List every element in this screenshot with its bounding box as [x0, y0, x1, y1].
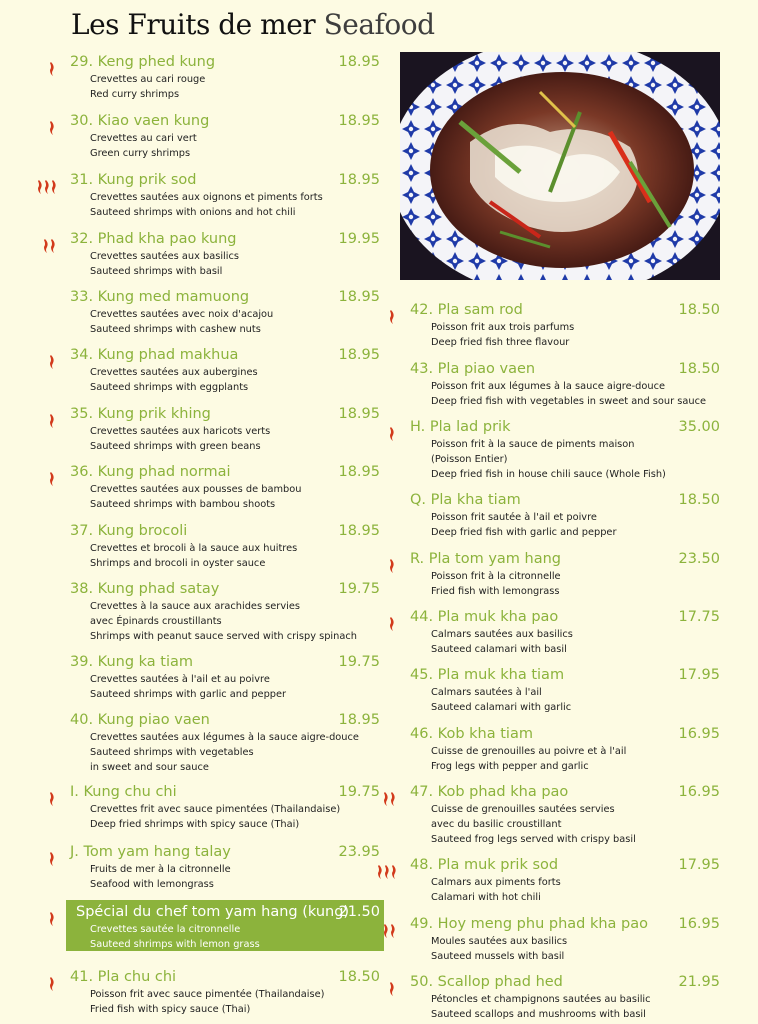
- item-title: [70, 54, 215, 70]
- description-fr: Poisson frit sautée à l'ail et poivre: [431, 512, 597, 523]
- description-en: Green curry shrimps: [90, 148, 191, 159]
- item-title: [70, 113, 209, 129]
- chili-pepper-icon: [392, 865, 398, 879]
- item-price: 18.95: [338, 289, 380, 305]
- item-number: 36.: [70, 464, 94, 480]
- heat-indicator: [384, 792, 397, 806]
- item-number: 39.: [70, 654, 94, 670]
- description-en: Deep fried fish three flavour: [431, 337, 570, 348]
- item-description: [90, 249, 239, 279]
- item-price: 17.95: [678, 857, 720, 873]
- item-price: 35.00: [678, 419, 720, 435]
- item-name: Kung ka tiam: [97, 654, 194, 670]
- chili-pepper-icon: [390, 617, 396, 631]
- description-en: Sauteed calamari with garlic: [431, 702, 572, 713]
- item-number: 38.: [70, 581, 94, 597]
- item-description: [90, 541, 297, 571]
- item-name: Pla piao vaen: [437, 361, 536, 377]
- chili-pepper-icon: [385, 865, 391, 879]
- item-title: [70, 231, 237, 247]
- heat-indicator: [390, 982, 396, 996]
- item-name: Kung piao vaen: [97, 712, 210, 728]
- description-fr: avec du basilic croustillant: [431, 819, 562, 830]
- heat-indicator: [50, 912, 56, 926]
- item-name: Kung prik khing: [97, 406, 211, 422]
- chili-pepper-icon: [378, 865, 384, 879]
- item-number: 50.: [410, 974, 434, 990]
- description-fr: Crevettes sautées avec noix d'acajou: [90, 309, 274, 320]
- item-description: [431, 992, 651, 1022]
- title-fr: Les Fruits de mer: [71, 8, 316, 41]
- item-price: 19.75: [338, 654, 380, 670]
- item-price: 23.95: [338, 844, 380, 860]
- item-number: 41.: [70, 969, 94, 985]
- description-fr: Crevettes et brocoli à la sauce aux huitres: [90, 543, 298, 554]
- item-title: [410, 361, 535, 377]
- description-en: Shrimps and brocoli in oyster sauce: [90, 558, 266, 569]
- description-en: Sauteed shrimps with eggplants: [90, 382, 249, 393]
- description-en: Deep fried fish with vegetables in sweet and sour sauce: [431, 396, 706, 407]
- item-name: Kung prik sod: [97, 172, 197, 188]
- item-description: [431, 627, 573, 657]
- item-description: [90, 730, 359, 775]
- item-title: [70, 406, 211, 422]
- item-number: 49.: [410, 916, 434, 932]
- item-number: 33.: [70, 289, 94, 305]
- heat-indicator: [390, 427, 396, 441]
- item-name: Kung phad satay: [97, 581, 220, 597]
- item-number: 42.: [410, 302, 434, 318]
- item-description: [90, 190, 323, 220]
- item-number: 37.: [70, 523, 94, 539]
- description-en: Sauteed shrimps with lemon grass: [90, 939, 260, 950]
- description-fr: Poisson frit avec sauce pimentée (Thailandaise): [90, 989, 325, 1000]
- item-title: [70, 712, 210, 728]
- item-title: [410, 726, 533, 742]
- description-en: Sauteed shrimps with bambou shoots: [90, 499, 276, 510]
- item-title: [410, 551, 561, 567]
- chili-pepper-icon: [50, 414, 56, 428]
- heat-indicator: [390, 559, 396, 573]
- item-price: 17.95: [678, 667, 720, 683]
- item-title: [410, 857, 558, 873]
- item-price: 18.95: [338, 172, 380, 188]
- description-en: Shrimps with peanut sauce served with crispy spinach: [90, 631, 357, 642]
- description-en: Sauteed calamari with basil: [431, 644, 567, 655]
- item-description: [431, 685, 571, 715]
- item-price: 18.95: [338, 54, 380, 70]
- item-number: R.: [410, 551, 425, 567]
- title-en: Seafood: [323, 8, 435, 41]
- description-fr: Crevettes sautées aux oignons et piments forts: [90, 192, 323, 203]
- heat-indicator: [38, 180, 58, 194]
- item-number: 45.: [410, 667, 434, 683]
- chili-pepper-icon: [391, 924, 397, 938]
- page-title: [71, 8, 435, 41]
- item-price: 18.95: [338, 406, 380, 422]
- description-en: Sauteed shrimps with garlic and pepper: [90, 689, 287, 700]
- description-en: Fried fish with spicy sauce (Thai): [90, 1004, 251, 1015]
- item-description: [90, 72, 205, 102]
- item-title: [70, 347, 238, 363]
- description-fr: Crevettes sautées aux pousses de bambou: [90, 484, 302, 495]
- chili-pepper-icon: [50, 472, 56, 486]
- item-price: 19.75: [338, 784, 380, 800]
- description-fr: Crevettes sautée la citronnelle: [90, 924, 241, 935]
- item-price: 18.50: [338, 969, 380, 985]
- item-name: Pla kha tiam: [430, 492, 521, 508]
- item-number: 43.: [410, 361, 434, 377]
- item-price: 18.95: [338, 712, 380, 728]
- chili-pepper-icon: [50, 852, 56, 866]
- description-fr: Crevettes sautées aux aubergines: [90, 367, 258, 378]
- item-name: Pla muk prik sod: [437, 857, 559, 873]
- chili-pepper-icon: [50, 912, 56, 926]
- item-name: Spécial du chef tom yam hang (kung): [76, 904, 350, 920]
- item-price: 18.95: [338, 113, 380, 129]
- item-number: Q.: [410, 492, 427, 508]
- item-title: [410, 667, 564, 683]
- chili-pepper-icon: [51, 239, 57, 253]
- description-en: Calamari with hot chili: [431, 892, 541, 903]
- item-number: 34.: [70, 347, 94, 363]
- item-number: H.: [410, 419, 426, 435]
- item-title: [410, 492, 521, 508]
- description-en: Fried fish with lemongrass: [431, 586, 560, 597]
- description-fr: Crevettes sautées à l'ail et au poivre: [90, 674, 270, 685]
- description-fr: (Poisson Entier): [431, 454, 508, 465]
- item-price: 18.50: [678, 492, 720, 508]
- heat-indicator: [50, 792, 56, 806]
- description-fr: Poisson frit à la sauce de piments maison: [431, 439, 635, 450]
- chili-pepper-icon: [50, 355, 56, 369]
- description-fr: Calmars sautées aux basilics: [431, 629, 573, 640]
- item-price: 16.95: [678, 916, 720, 932]
- item-name: Phad kha pao kung: [97, 231, 237, 247]
- item-number: 40.: [70, 712, 94, 728]
- chili-pepper-icon: [44, 239, 50, 253]
- item-name: Kob phad kha pao: [437, 784, 569, 800]
- description-fr: Crevettes à la sauce aux arachides servies: [90, 601, 300, 612]
- heat-indicator: [44, 239, 57, 253]
- description-en: Red curry shrimps: [90, 89, 180, 100]
- description-en: Sauteed shrimps with cashew nuts: [90, 324, 261, 335]
- item-price: 18.50: [678, 302, 720, 318]
- item-price: 17.75: [678, 609, 720, 625]
- item-number: 31.: [70, 172, 94, 188]
- item-description: [431, 875, 561, 905]
- item-name: Pla muk kha pao: [437, 609, 559, 625]
- description-en: Sauteed shrimps with vegetables: [90, 747, 254, 758]
- item-price: 23.50: [678, 551, 720, 567]
- heat-indicator: [50, 472, 56, 486]
- chili-pepper-icon: [50, 977, 56, 991]
- dish-photo: [400, 52, 720, 280]
- heat-indicator: [378, 865, 398, 879]
- description-fr: Poisson frit aux légumes à la sauce aigre-douce: [431, 381, 666, 392]
- heat-indicator: [50, 62, 56, 76]
- item-description: [90, 862, 231, 892]
- description-fr: Crevettes au cari vert: [90, 133, 197, 144]
- item-description: [431, 934, 567, 964]
- description-fr: Crevettes sautées aux basilics: [90, 251, 239, 262]
- description-en: Frog legs with pepper and garlic: [431, 761, 589, 772]
- description-fr: Cuisse de grenouilles au poivre et à l'ail: [431, 746, 627, 757]
- description-fr: Fruits de mer à la citronnelle: [90, 864, 231, 875]
- item-title: [70, 844, 231, 860]
- chili-pepper-icon: [384, 924, 390, 938]
- heat-indicator: [384, 924, 397, 938]
- item-name: Hoy meng phu phad kha pao: [437, 916, 649, 932]
- description-fr: avec Épinards croustillants: [90, 616, 222, 627]
- item-title: [70, 464, 231, 480]
- item-name: Kung chu chi: [83, 784, 177, 800]
- description-en: in sweet and sour sauce: [90, 762, 209, 773]
- chili-pepper-icon: [52, 180, 58, 194]
- item-name: Kob kha tiam: [437, 726, 533, 742]
- item-name: Pla lad prik: [429, 419, 511, 435]
- item-price: 21.95: [678, 974, 720, 990]
- item-number: 32.: [70, 231, 94, 247]
- description-fr: Cuisse de grenouilles sautées servies: [431, 804, 615, 815]
- description-en: Sauteed shrimps with basil: [90, 266, 223, 277]
- description-fr: Crevettes sautées aux légumes à la sauce aigre-douce: [90, 732, 359, 743]
- description-en: Deep fried fish with garlic and pepper: [431, 527, 617, 538]
- chili-pepper-icon: [50, 62, 56, 76]
- item-price: 19.95: [338, 231, 380, 247]
- item-price: 18.95: [338, 347, 380, 363]
- item-description: [90, 424, 270, 454]
- item-title: [70, 523, 187, 539]
- item-price: 16.95: [678, 726, 720, 742]
- item-price: 18.95: [338, 523, 380, 539]
- description-fr: Poisson frit aux trois parfums: [431, 322, 575, 333]
- description-fr: Moules sautées aux basilics: [431, 936, 568, 947]
- item-title: [410, 784, 568, 800]
- item-name: Scallop phad hed: [437, 974, 563, 990]
- item-title: [70, 654, 193, 670]
- chili-pepper-icon: [50, 792, 56, 806]
- heat-indicator: [50, 977, 56, 991]
- item-name: Kung brocoli: [97, 523, 188, 539]
- chili-pepper-icon: [390, 427, 396, 441]
- description-en: Deep fried shrimps with spicy sauce (Thai): [90, 819, 300, 830]
- description-en: Deep fried fish in house chili sauce (Whole Fish): [431, 469, 666, 480]
- description-en: Sauteed shrimps with green beans: [90, 441, 261, 452]
- chili-pepper-icon: [50, 121, 56, 135]
- item-title: [70, 969, 176, 985]
- heat-indicator: [50, 852, 56, 866]
- item-title: [410, 419, 510, 435]
- item-title: [70, 289, 249, 305]
- item-number: 29.: [70, 54, 94, 70]
- item-description: [431, 569, 561, 599]
- chili-pepper-icon: [390, 559, 396, 573]
- chili-pepper-icon: [390, 310, 396, 324]
- item-number: 30.: [70, 113, 94, 129]
- item-name: Pla muk kha tiam: [437, 667, 565, 683]
- heat-indicator: [50, 414, 56, 428]
- item-name: Tom yam hang talay: [83, 844, 231, 860]
- item-price: 21.50: [338, 904, 380, 920]
- item-number: I.: [70, 784, 79, 800]
- description-en: Sauteed frog legs served with crispy basil: [431, 834, 636, 845]
- heat-indicator: [390, 617, 396, 631]
- chili-pepper-icon: [38, 180, 44, 194]
- item-description: [90, 482, 301, 512]
- item-description: [431, 320, 574, 350]
- description-fr: Pétoncles et champignons sautées au basilic: [431, 994, 651, 1005]
- item-price: 18.50: [678, 361, 720, 377]
- description-fr: Crevettes frit avec sauce pimentées (Thailandaise): [90, 804, 341, 815]
- item-number: 46.: [410, 726, 434, 742]
- item-title: [410, 302, 523, 318]
- item-description: [90, 987, 324, 1017]
- chili-pepper-icon: [45, 180, 51, 194]
- item-number: 48.: [410, 857, 434, 873]
- item-name: Pla chu chi: [97, 969, 177, 985]
- description-fr: Crevettes sautées aux haricots verts: [90, 426, 271, 437]
- chili-pepper-icon: [391, 792, 397, 806]
- item-description: [90, 922, 260, 952]
- item-title: [70, 581, 219, 597]
- item-description: [90, 802, 340, 832]
- item-description: [90, 307, 273, 337]
- heat-indicator: [390, 310, 396, 324]
- item-description: [90, 131, 197, 161]
- item-description: [431, 744, 626, 774]
- item-name: Pla tom yam hang: [428, 551, 562, 567]
- item-description: [90, 672, 286, 702]
- item-number: 35.: [70, 406, 94, 422]
- item-title: [70, 784, 177, 800]
- item-name: Pla sam rod: [437, 302, 523, 318]
- item-name: Keng phed kung: [97, 54, 216, 70]
- item-description: [431, 379, 706, 409]
- description-fr: Calmars aux piments forts: [431, 877, 561, 888]
- item-title: [70, 172, 196, 188]
- item-title: [410, 609, 558, 625]
- item-description: [431, 510, 616, 540]
- description-fr: Poisson frit à la citronnelle: [431, 571, 561, 582]
- item-price: 19.75: [338, 581, 380, 597]
- item-description: [431, 802, 636, 847]
- item-number: J.: [70, 844, 79, 860]
- item-title: [410, 916, 648, 932]
- chili-pepper-icon: [384, 792, 390, 806]
- description-fr: Calmars sautées à l'ail: [431, 687, 542, 698]
- chili-pepper-icon: [390, 982, 396, 996]
- item-number: 47.: [410, 784, 434, 800]
- item-number: 44.: [410, 609, 434, 625]
- item-description: [431, 437, 666, 482]
- description-fr: Crevettes au cari rouge: [90, 74, 206, 85]
- heat-indicator: [50, 121, 56, 135]
- item-title: [410, 974, 563, 990]
- heat-indicator: [50, 355, 56, 369]
- description-en: Seafood with lemongrass: [90, 879, 214, 890]
- item-name: Kiao vaen kung: [97, 113, 210, 129]
- item-price: 18.95: [338, 464, 380, 480]
- item-name: Kung phad normai: [97, 464, 231, 480]
- description-en: Sauteed mussels with basil: [431, 951, 565, 962]
- description-en: Sauteed shrimps with onions and hot chili: [90, 207, 296, 218]
- item-name: Kung med mamuong: [97, 289, 250, 305]
- item-description: [90, 599, 357, 644]
- item-price: 16.95: [678, 784, 720, 800]
- item-description: [90, 365, 258, 395]
- description-en: Sauteed scallops and mushrooms with basil: [431, 1009, 646, 1020]
- item-name: Kung phad makhua: [97, 347, 239, 363]
